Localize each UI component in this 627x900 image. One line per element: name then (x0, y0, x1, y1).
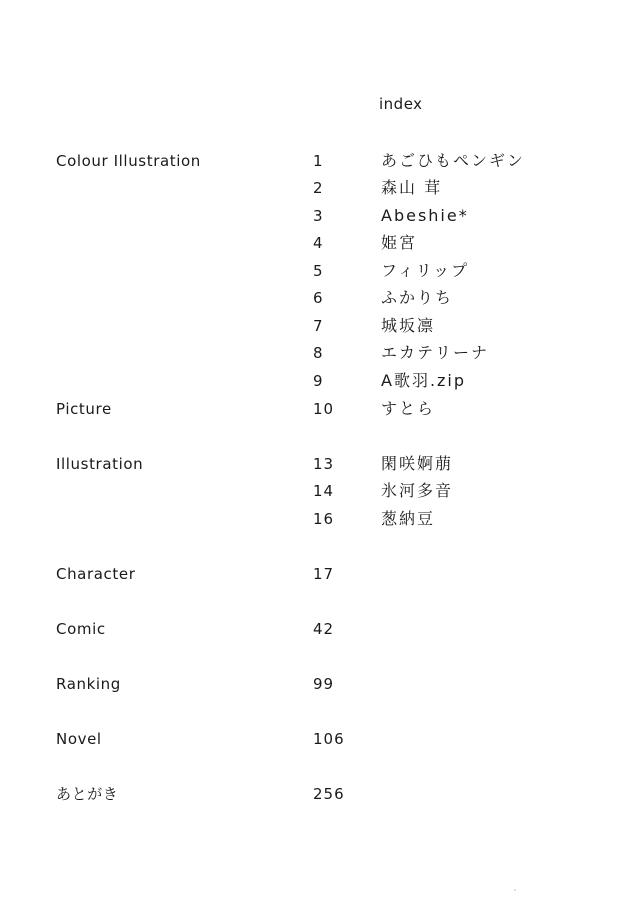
artist-name: フィリップ (381, 261, 470, 280)
page-number: 10 (313, 400, 335, 418)
artist-name: すとら (381, 399, 436, 418)
index-title: index (379, 95, 423, 113)
page-number: 14 (313, 482, 335, 500)
page-number: 2 (313, 179, 324, 197)
section-label: Illustration (56, 455, 144, 473)
section-label: Character (56, 565, 136, 583)
page-number: 99 (313, 675, 335, 693)
section-label: Picture (56, 400, 112, 418)
index-row-2 (0, 176, 627, 200)
page-number: 17 (313, 565, 335, 583)
index-row-16 (0, 507, 627, 531)
index-row-9 (0, 369, 627, 393)
page-number: 16 (313, 510, 335, 528)
page-number: 106 (313, 730, 345, 748)
artist-name: エカテリーナ (381, 343, 490, 362)
index-row-3 (0, 204, 627, 228)
index-row-afterword (0, 782, 627, 806)
artist-name: 姫宮 (381, 233, 418, 252)
index-row-5 (0, 259, 627, 283)
page-number: 3 (313, 207, 324, 225)
index-row-7 (0, 314, 627, 338)
artist-name: 城坂凛 (381, 316, 436, 335)
index-row-illustration-13 (0, 452, 627, 476)
artist-name: 閑咲婀萠 (381, 454, 454, 473)
index-row-comic (0, 617, 627, 641)
index-row-4 (0, 231, 627, 255)
page-number: 6 (313, 289, 324, 307)
section-label: Comic (56, 620, 106, 638)
index-row-novel (0, 727, 627, 751)
page-number: 7 (313, 317, 324, 335)
index-row-ranking (0, 672, 627, 696)
section-label: Ranking (56, 675, 121, 693)
section-label: あとがき (56, 785, 119, 803)
artist-name: あごひもペンギン (381, 151, 525, 170)
artist-name: 葱納豆 (381, 509, 436, 528)
artist-name: 森山 茸 (381, 178, 443, 197)
page-number: 5 (313, 262, 324, 280)
page-number: 8 (313, 344, 324, 362)
artist-name: 氷河多音 (381, 481, 454, 500)
index-row-14 (0, 479, 627, 503)
artist-name: A歌羽.zip (381, 371, 467, 390)
page-number: 9 (313, 372, 324, 390)
page-number: 256 (313, 785, 345, 803)
section-label: Colour Illustration (56, 152, 201, 170)
page-number: 1 (313, 152, 324, 170)
page-number: 13 (313, 455, 335, 473)
index-row-character (0, 562, 627, 586)
page-number: 4 (313, 234, 324, 252)
page-number: 42 (313, 620, 335, 638)
artist-name: ふかりち (381, 288, 454, 307)
index-row-8 (0, 341, 627, 365)
section-label: Novel (56, 730, 102, 748)
artist-name: Abeshie* (381, 206, 469, 225)
index-row-colour-illustration-1 (0, 149, 627, 173)
index-row-picture (0, 397, 627, 421)
index-row-6 (0, 286, 627, 310)
paper-speck (514, 889, 516, 891)
